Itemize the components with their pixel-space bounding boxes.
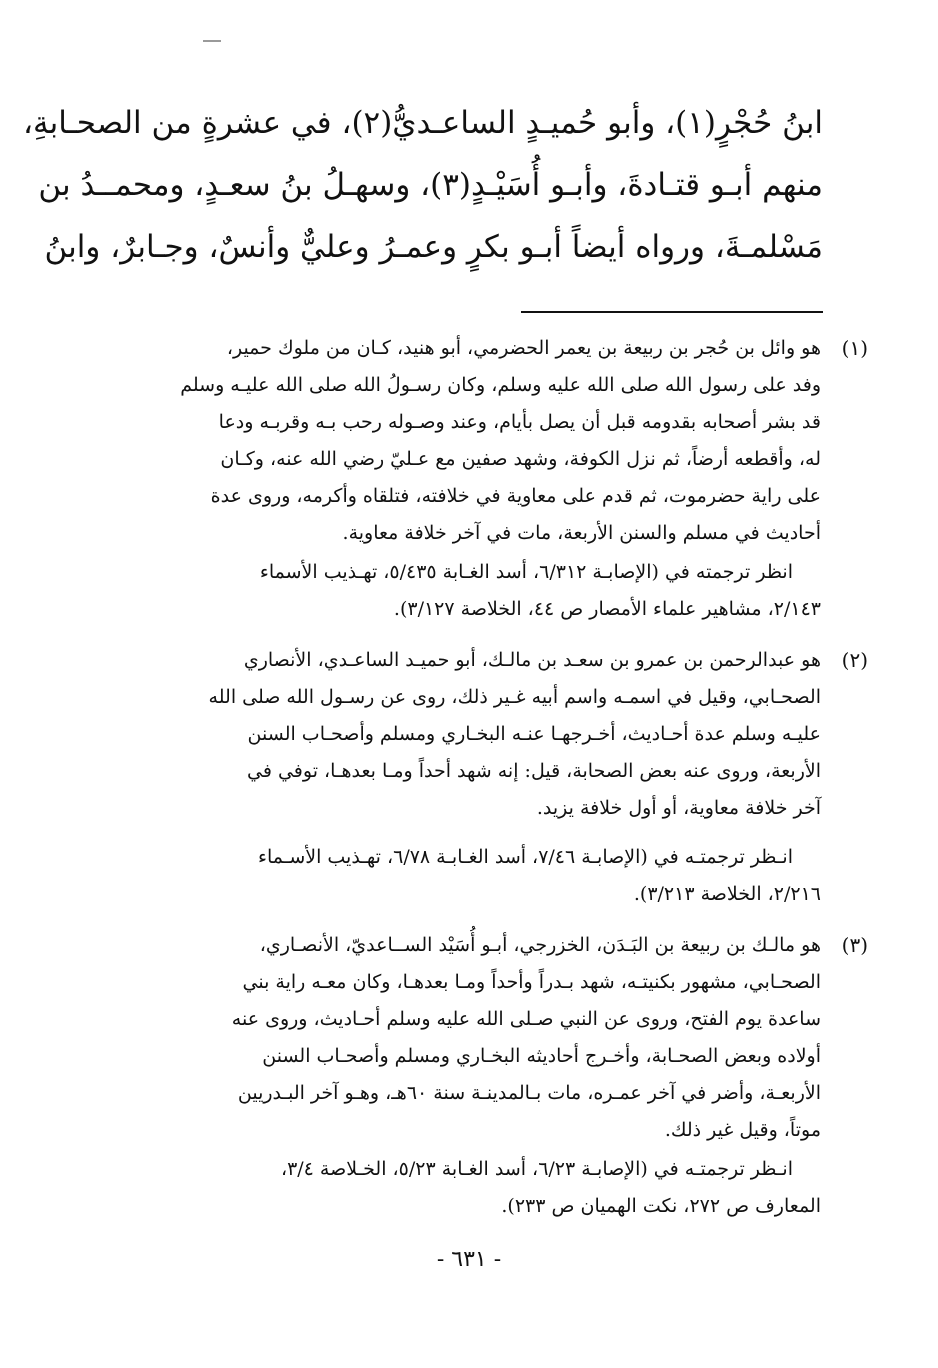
main-text-line: مَسْلمـةَ، ورواه أيضاً أبـو بكرٍ وعمـرُ وعليٌّ وأنسٌ، وجـابرٌ، وابنُ [44, 229, 823, 265]
reference-line: انـظر ترجمتـه في (الإصابـة ٦/٢٣، أسد الغـابة ٥/٢٣، الخـلاصة ٣/٤، [280, 1158, 793, 1180]
footnote-line: أولاده وبعض الصحـابة، وأخـرج أحاديثه البخـاري ومسلم وأصحـاب السنن [262, 1045, 821, 1067]
footnote-line: الأربعة، وروى عنه بعض الصحابة، قيل: إنه شهد أحداً ومـا بعدهـا، توفي في [247, 760, 821, 782]
footnote-reference [108, 1151, 821, 1225]
footnote-reference [108, 554, 821, 628]
footnote-line: وفد على رسول الله صلى الله عليه وسلم، وكان رسـولُ الله صلى الله عليـه وسلم [180, 374, 821, 396]
footnote-line: عليـه وسلم عدة أحـاديث، أخـرجهـا عنـه البخـاري ومسلم وأصحـاب السنن [247, 723, 821, 745]
footnote-line: موتاً، وقيل غير ذلك. [664, 1119, 821, 1141]
footnote-number: (١) [841, 336, 868, 360]
reference-line: انظر ترجمته في (الإصابـة ٦/٣١٢، أسد الغـابة ٥/٤٣٥، تهـذيب الأسماء [259, 561, 793, 583]
footnote-line: هو عبدالرحمن بن عمرو بن سعـد بن مالـك، أبو حميـد الساعـدي، الأنصاري [243, 649, 821, 671]
main-text-line: منهم أبـو قتـادةَ، وأبـو أُسَيْـدٍ(٣)، وسهـلُ بنُ سعـدٍ، ومحمــدُ بن [38, 167, 823, 203]
footnote-1 [108, 330, 868, 628]
footnote-line: الأربعـة، وأضر في آخر عمـره، مات بـالمدينـة سنة ٦٠هـ، وهـو آخر البـدريين [237, 1082, 821, 1104]
footnote-separator [521, 311, 823, 313]
footnote-reference [108, 839, 821, 913]
main-text-block [22, 92, 823, 278]
footnote-line: الصحـابي، وقيل في اسمـه واسم أبيه غـير ذلك، روى عن رسـول الله صلى الله [208, 686, 821, 708]
footnote-2 [108, 642, 868, 913]
reference-line: ٢/٢١٦، الخلاصة ٣/٢١٣). [633, 883, 821, 905]
footnote-number: (٢) [841, 648, 868, 672]
footnote-number: (٣) [841, 933, 868, 957]
footnote-line: على راية حضرموت، ثم قدم على معاوية في خلافته، فتلقاه وأكرمه، وروى عدة [210, 485, 821, 507]
main-text-line: ابنُ حُجْرٍ(١)، وأبو حُميـدٍ الساعـديُّ(٢)، في عشرةٍ من الصحـابةِ، [22, 105, 823, 141]
footnote-line: قد بشر أصحابه بقدومه قبل أن يصل بأيام، وعند وصـوله رحب بـه وقربـه ودعا [218, 411, 821, 433]
footnote-line: هو مالـك بن ربيعة بن البَـدَن، الخزرجي، أبـو أُسَيْد الســاعديّ، الأنصـاري، [259, 934, 821, 956]
footnotes-section [108, 330, 868, 1225]
footnote-line: له، وأقطعه أرضاً، ثم نزل الكوفة، وشهد صفين مع عـليّ رضي الله عنه، وكـان [220, 448, 821, 470]
reference-line: المعارف ص ٢٧٢، نكت الهميان ص ٢٣٣). [501, 1195, 821, 1217]
reference-line: ٢/١٤٣، مشاهير علماء الأمصار ص ٤٤، الخلاصة ٣/١٢٧). [393, 598, 821, 620]
page-number: - ٦٣١ - [436, 1247, 502, 1272]
footnote-line: آخر خلافة معاوية، أو أول خلافة يزيد. [536, 797, 821, 819]
scan-mark [203, 40, 221, 42]
footnote-line: هو وائل بن حُجر بن ربيعة بن يعمر الحضرمي، أبو هنيد، كـان من ملوك حمير، [226, 337, 821, 359]
footnote-line: ساعدة يوم الفتح، وروى عن النبي صـلى الله عليه وسلم أحـاديث، وروى عنه [231, 1008, 821, 1030]
reference-line: انـظر ترجمتـه في (الإصابـة ٧/٤٦، أسد الغـابـة ٦/٧٨، تهـذيب الأسـماء [258, 846, 793, 868]
footnote-line: الصحـابي، مشهور بكنيتـه، شهد بـدراً وأحداً ومـا بعدهـا، وكان معـه راية بني [242, 971, 821, 993]
footnote-line: أحاديث في مسلم والسنن الأربعة، مات في آخر خلافة معاوية. [342, 522, 821, 544]
footnote-3 [108, 927, 868, 1225]
